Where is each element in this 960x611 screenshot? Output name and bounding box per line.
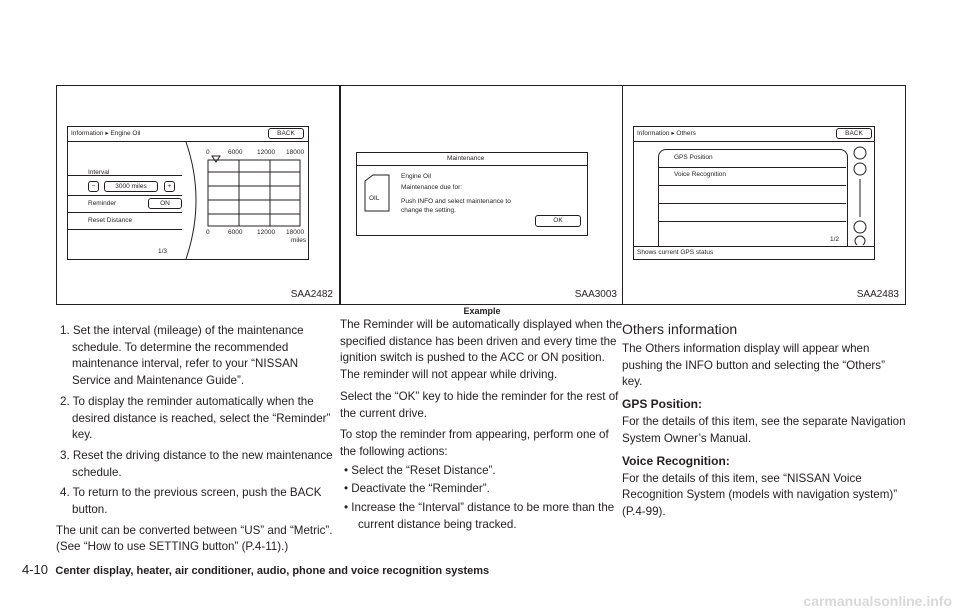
action-2: • Deactivate the “Reminder”. [344,482,490,496]
maintenance-figure [340,85,624,305]
popup-line-4: change the setting. [401,207,456,214]
scale-bottom-2: 12000 [257,229,276,236]
figure-code: SAA2482 [290,289,333,300]
screen-title: Information ▸ Others [637,130,696,137]
section-title: Center display, heater, air conditioner, audio, phone and voice recognition systems [55,565,490,577]
status-line: Shows current GPS status [637,249,714,256]
page-footer [22,562,489,577]
action-1: • Select the “Reset Distance”. [344,463,496,477]
figure-code: SAA3003 [574,289,617,300]
figure-code: SAA2483 [856,289,899,300]
reminder-value: ON [148,198,182,209]
back-button: BACK [268,128,304,139]
popup-line-3: Push INFO and select maintenance to [401,198,511,205]
scale-bottom-1: 6000 [228,229,243,236]
screen-title: Information ▸ Engine Oil [71,130,141,137]
step-3: 3. Reset the driving distance to the new maintenance schedule. [60,448,333,479]
left-column [56,85,340,556]
engine-oil-figure [56,85,340,305]
others-screen [633,126,875,260]
stop-paragraph: To stop the reminder from appearing, perform one of the following actions: [340,428,609,458]
steps-list [56,323,340,519]
voice-heading: Voice Recognition: [622,453,730,468]
interval-label: Interval [88,169,110,176]
scale-top-1: 6000 [228,149,243,156]
others-intro: The Others information display will appear when pushing the INFO button and selecting the “Others” key. [622,342,885,389]
gps-heading: GPS Position: [622,397,703,412]
scroll-controls [848,145,872,245]
back-button: BACK [836,128,872,139]
ok-button: OK [535,215,581,227]
action-3: • Increase the “Interval” distance to be more than the current distance being tracked. [344,501,615,531]
scale-bottom-0: 0 [206,229,210,236]
interval-value: 3000 miles [104,181,158,192]
popup-line-2: Maintenance due for: [401,184,463,191]
unit-note: The unit can be converted between “US” and “Metric”. (See “How to use SETTING button” (P.4-11).) [56,523,333,554]
scale-unit: miles [291,237,307,244]
step-1: 1. Set the interval (mileage) of the maintenance schedule. To determine the recommended maintenance interval, refer to your “NISSAN Service and Maintenance Guide”. [60,324,304,388]
actions-list [340,463,624,534]
gps-text: For the details of this item, see the separate Navigation System Owner’s Manual. [622,415,906,445]
step-4: 4. To return to the previous screen, push the BACK button. [60,486,322,517]
engine-oil-screen [67,126,309,260]
page-number: 4-10 [22,562,49,577]
others-heading: Others information [622,321,738,337]
voice-text: For the details of this item, see “NISSAN Voice Recognition System (models with navigation system)” (P.4-99). [622,471,898,518]
reminder-paragraph: The Reminder will be automatically displayed when the specified distance has been driven and every time the ignition switch is pushed to the ACC or ON position. The reminder will not appear while driving. [340,318,623,382]
watermark: carmanualsonline.info [803,593,952,609]
ok-paragraph: Select the “OK” key to hide the reminder for the rest of the current drive. [340,389,619,420]
item-list [658,149,848,247]
oil-icon [361,173,393,213]
maintenance-popup [356,152,588,236]
scale-bottom-3: 18000 [286,229,305,236]
middle-column [340,85,624,535]
page-indicator: 1/2 [830,236,840,243]
others-figure [622,85,906,305]
popup-line-1: Engine Oil [401,173,431,180]
right-column [622,85,906,521]
reminder-label: Reminder [88,200,117,207]
figure-caption: Example [463,306,501,316]
page-indicator: 1/3 [158,248,168,255]
oil-icon-text: OIL [369,195,380,202]
reset-distance-label: Reset Distance [88,217,133,224]
scale-top-0: 0 [206,149,210,156]
gps-item: GPS Position [674,154,713,161]
step-2: 2. To display the reminder automatically when the desired distance is reached, select the “Reminder” key. [60,394,331,442]
scale-top-2: 12000 [257,149,276,156]
mileage-scale [178,142,308,259]
scale-top-3: 18000 [286,149,305,156]
voice-item: Voice Recognition [674,171,727,178]
plus-button: + [164,181,175,192]
popup-title: Maintenance [447,155,485,162]
minus-button: − [88,181,99,192]
